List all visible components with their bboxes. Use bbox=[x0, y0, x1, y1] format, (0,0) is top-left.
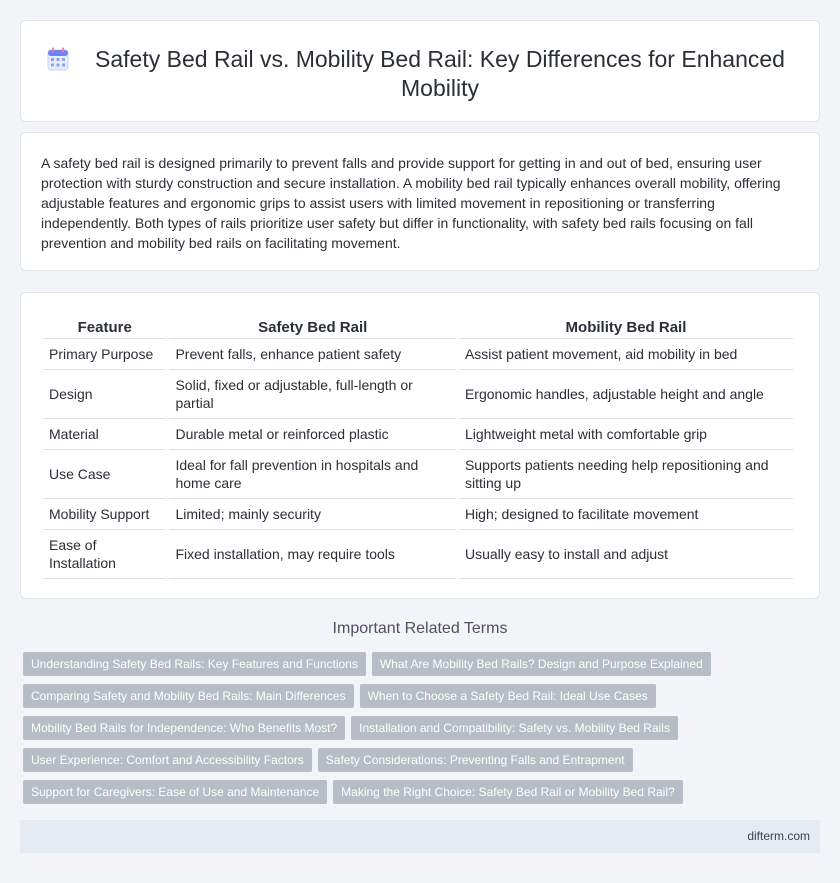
related-term-link[interactable]: Mobility Bed Rails for Independence: Who Benefits Most? bbox=[23, 716, 345, 740]
table-cell: Prevent falls, enhance patient safety bbox=[169, 339, 456, 370]
table-cell: Design bbox=[43, 370, 166, 419]
table-cell: Assist patient movement, aid mobility in bed bbox=[459, 339, 793, 370]
related-term-link[interactable]: What Are Mobility Bed Rails? Design and Purpose Explained bbox=[372, 652, 711, 676]
table-cell: Solid, fixed or adjustable, full-length or partial bbox=[169, 370, 456, 419]
table-header-row bbox=[43, 313, 793, 339]
related-term-link[interactable]: Making the Right Choice: Safety Bed Rail or Mobility Bed Rail? bbox=[333, 780, 683, 804]
comparison-table bbox=[40, 313, 796, 579]
intro-card bbox=[20, 132, 820, 271]
table-header-feature: Feature bbox=[43, 313, 166, 339]
table-cell: Limited; mainly security bbox=[169, 499, 456, 530]
page-title: Safety Bed Rail vs. Mobility Bed Rail: Key Differences for Enhanced Mobility bbox=[95, 46, 785, 101]
table-cell: Mobility Support bbox=[43, 499, 166, 530]
table-row bbox=[43, 530, 793, 579]
footer-site-link[interactable]: difterm.com bbox=[747, 829, 810, 843]
table-cell: Usually easy to install and adjust bbox=[459, 530, 793, 579]
related-term-link[interactable]: Support for Caregivers: Ease of Use and Maintenance bbox=[23, 780, 327, 804]
table-header-safety: Safety Bed Rail bbox=[169, 313, 456, 339]
related-term-link[interactable]: Safety Considerations: Preventing Falls and Entrapment bbox=[318, 748, 633, 772]
table-cell: Ergonomic handles, adjustable height and angle bbox=[459, 370, 793, 419]
comparison-table-card bbox=[20, 292, 820, 599]
table-header-mobility: Mobility Bed Rail bbox=[459, 313, 793, 339]
table-cell: Supports patients needing help repositioning and sitting up bbox=[459, 450, 793, 499]
table-cell: Lightweight metal with comfortable grip bbox=[459, 419, 793, 450]
table-row bbox=[43, 450, 793, 499]
footer bbox=[20, 820, 820, 853]
table-row bbox=[43, 339, 793, 370]
table-cell: Material bbox=[43, 419, 166, 450]
table-cell: High; designed to facilitate movement bbox=[459, 499, 793, 530]
related-term-link[interactable]: Understanding Safety Bed Rails: Key Features and Functions bbox=[23, 652, 366, 676]
related-term-link[interactable]: Installation and Compatibility: Safety vs. Mobility Bed Rails bbox=[351, 716, 678, 740]
intro-paragraph: A safety bed rail is designed primarily to prevent falls and provide support for getting in and out of bed, ensuring user protection with sturdy construction and secure installation. A mobility bed rail typically enhances overall mobility, offering adjustable features and ergonomic grips to assist users with limited movement in repositioning or transferring independently. Both types of rails prioritize user safety but differ in functionality, with safety bed rails focusing on fall prevention and mobility bed rails on facilitating movement. bbox=[41, 155, 781, 251]
header-card bbox=[20, 20, 820, 122]
table-row bbox=[43, 370, 793, 419]
related-term-link[interactable]: User Experience: Comfort and Accessibility Factors bbox=[23, 748, 312, 772]
table-cell: Use Case bbox=[43, 450, 166, 499]
table-cell: Ideal for fall prevention in hospitals and home care bbox=[169, 450, 456, 499]
table-cell: Durable metal or reinforced plastic bbox=[169, 419, 456, 450]
related-term-link[interactable]: Comparing Safety and Mobility Bed Rails: Main Differences bbox=[23, 684, 354, 708]
table-cell: Ease of Installation bbox=[43, 530, 166, 579]
table-row bbox=[43, 419, 793, 450]
table-cell: Fixed installation, may require tools bbox=[169, 530, 456, 579]
related-term-link[interactable]: When to Choose a Safety Bed Rail: Ideal Use Cases bbox=[360, 684, 656, 708]
related-terms-list bbox=[23, 652, 803, 804]
related-terms-title: Important Related Terms bbox=[332, 620, 508, 637]
table-cell: Primary Purpose bbox=[43, 339, 166, 370]
table-row bbox=[43, 499, 793, 530]
